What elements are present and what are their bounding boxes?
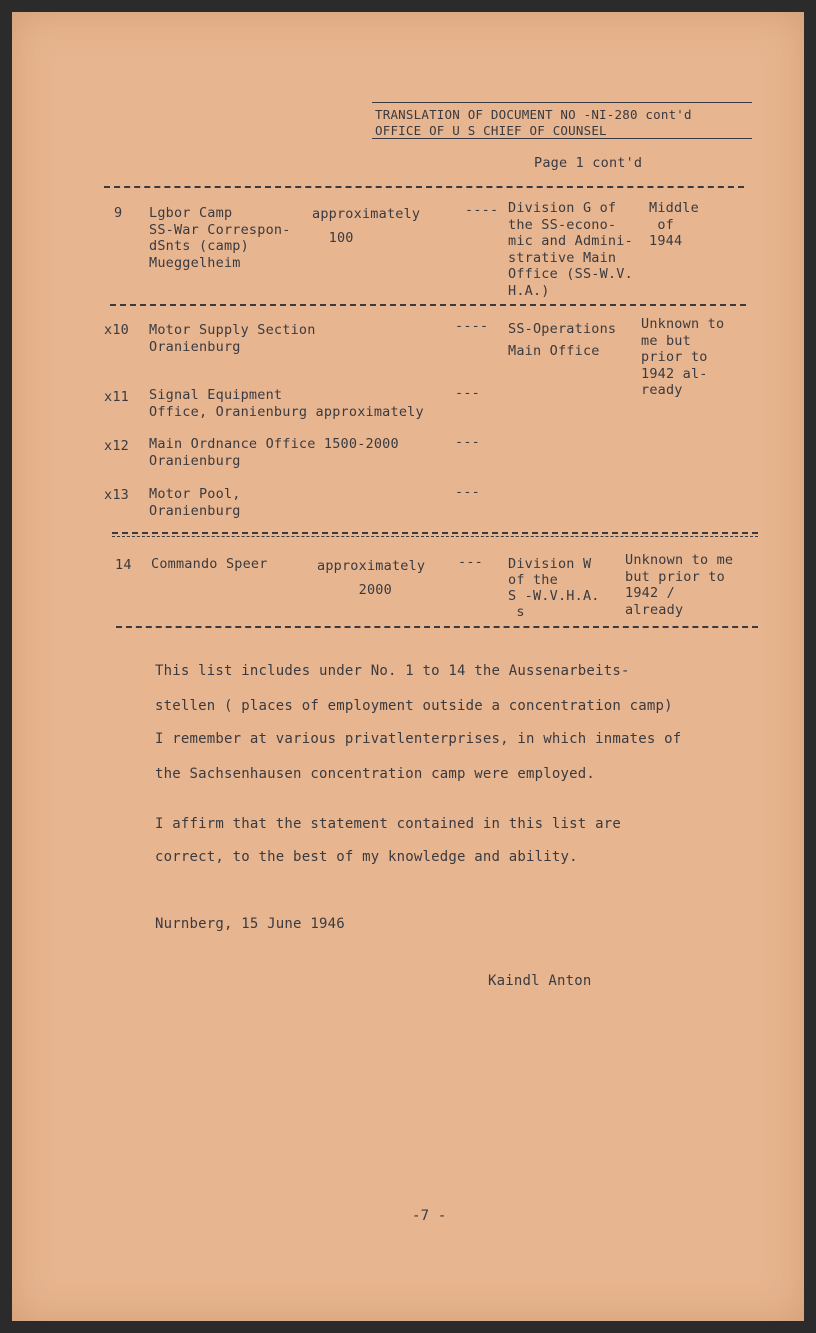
header-rule-top bbox=[372, 102, 752, 103]
table-rule bbox=[112, 532, 758, 534]
row-office: SS-Operations Main Office bbox=[508, 321, 617, 359]
page-continued: Page 1 cont'd bbox=[534, 155, 643, 171]
row-dash: ---- bbox=[465, 202, 499, 218]
row-date: Unknown to me but prior to 1942 al- ready bbox=[641, 316, 725, 398]
table-rule bbox=[116, 626, 758, 628]
place-date: Nurnberg, 15 June 1946 bbox=[155, 916, 345, 932]
row-count: approximately 2000 bbox=[317, 558, 426, 598]
row-number: x11 bbox=[104, 389, 129, 405]
row-place: Signal Equipment Office, Oranienburg approximately bbox=[149, 387, 424, 420]
header-rule-bottom bbox=[372, 138, 752, 139]
statement-line: the Sachsenhausen concentration camp were employed. bbox=[155, 766, 596, 782]
row-dash: --- bbox=[455, 385, 480, 401]
row-number: x10 bbox=[104, 322, 129, 338]
row-dash: --- bbox=[455, 484, 480, 500]
statement-line: correct, to the best of my knowledge and ability. bbox=[155, 849, 578, 865]
row-number: 9 bbox=[114, 205, 123, 221]
row-count: approximately 100 bbox=[312, 206, 421, 246]
row-place: Commando Speer bbox=[151, 556, 268, 572]
statement-line: I affirm that the statement contained in this list are bbox=[155, 816, 621, 832]
statement-line: I remember at various privatlenterprises, in which inmates of bbox=[155, 731, 682, 747]
row-place: Lgbor Camp SS-War Correspon- dSnts (camp) Mueggelheim bbox=[149, 205, 291, 271]
table-rule bbox=[112, 536, 758, 537]
row-dash: ---- bbox=[455, 318, 489, 334]
header-line-1: TRANSLATION OF DOCUMENT NO -NI-280 cont'd bbox=[375, 107, 692, 122]
row-place: Motor Supply Section Oranienburg bbox=[149, 322, 316, 355]
row-office: Division W of the S -W.V.H.A. s bbox=[508, 556, 600, 620]
page-number: -7 - bbox=[412, 1208, 447, 1224]
statement-line: stellen ( places of employment outside a concentration camp) bbox=[155, 698, 673, 714]
row-office: Division G of the SS-econo- mic and Admini- strative Main Office (SS-W.V. H.A.) bbox=[508, 200, 633, 299]
row-number: x12 bbox=[104, 438, 129, 454]
row-date: Middle of 1944 bbox=[649, 200, 699, 249]
row-number: 14 bbox=[115, 557, 132, 573]
row-place: Motor Pool, Oranienburg bbox=[149, 486, 241, 519]
row-date: Unknown to me but prior to 1942 / already bbox=[625, 552, 734, 618]
table-rule bbox=[110, 304, 746, 306]
row-dash: --- bbox=[455, 434, 480, 450]
row-dash: --- bbox=[458, 554, 483, 570]
row-number: x13 bbox=[104, 487, 129, 503]
row-place: Main Ordnance Office 1500-2000 Oranienburg bbox=[149, 436, 399, 469]
header-line-2: OFFICE OF U S CHIEF OF COUNSEL bbox=[375, 123, 607, 138]
document-page bbox=[12, 12, 804, 1321]
signature: Kaindl Anton bbox=[488, 973, 592, 989]
table-rule bbox=[104, 186, 744, 188]
statement-line: This list includes under No. 1 to 14 the Aussenarbeits- bbox=[155, 663, 630, 679]
